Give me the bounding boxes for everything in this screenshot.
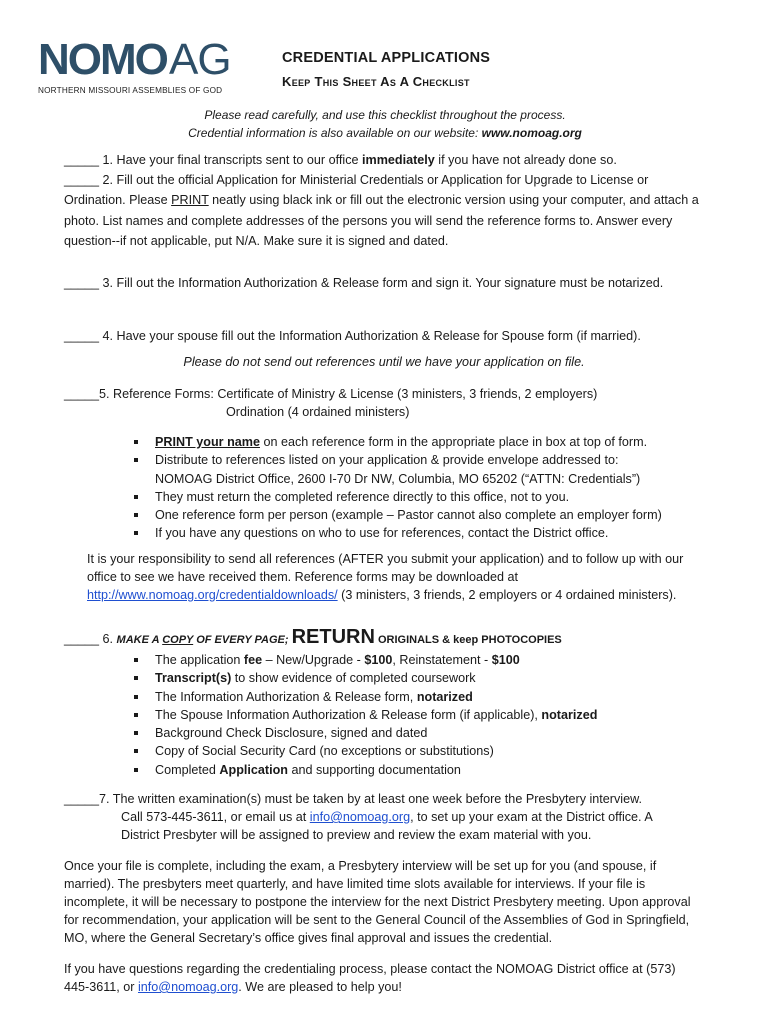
list-item: One reference form per person (example – Pastor cannot also complete an employer form): [131, 506, 711, 524]
checklist-item-4: _____ 4. Have your spouse fill out the Information Authorization & Release for Spouse form (if married).: [64, 329, 641, 343]
list-item: Distribute to references listed on your application & provide envelope addressed to: NOMOAG District Office, 2600 I-70 Dr NW, Columbia, MO 65202 (“ATTN: Credentials”): [131, 451, 711, 488]
item-5-ordination: Ordination (4 ordained ministers): [226, 405, 410, 419]
list-item: PRINT your name on each reference form in the appropriate place in box at top of form.: [131, 433, 711, 451]
checklist-item-3: _____ 3. Fill out the Information Authorization & Release form and sign it. Your signature must be notarized.: [64, 276, 664, 290]
blank-line: _____: [64, 153, 100, 167]
checklist-item-7: _____7. The written examination(s) must be taken by at least one week before the Presbytery interview. Call 573-445-3611, or email us at info@nomoag.org, to set up your exam at the District office. A District Presbyter will be assigned to preview and review the exam material with you.: [64, 792, 653, 842]
contact-paragraph: If you have questions regarding the credentialing process, please contact the NOMOAG District office at (573) 445-3611, or info@nomoag.org. We are pleased to help you!: [64, 962, 676, 994]
logo-subtitle: NORTHERN MISSOURI ASSEMBLIES OF GOD: [38, 86, 223, 95]
list-item: Background Check Disclosure, signed and dated: [131, 724, 711, 742]
blank-line: _____: [64, 792, 100, 806]
checklist-item-1: _____ 1. Have your final transcripts sent to our office immediately if you have not already done so.: [64, 153, 617, 167]
contact-email-link[interactable]: info@nomoag.org: [137, 980, 239, 994]
blank-line: _____: [64, 329, 100, 343]
logo-nomo: NOMO: [38, 35, 167, 84]
downloads-link[interactable]: http://www.nomoag.org/credentialdownloads/: [87, 588, 338, 602]
item-5-bullets: [131, 433, 711, 543]
page-subtitle: Keep This Sheet As A Checklist: [282, 74, 470, 89]
list-item: They must return the completed reference directly to this office, not to you.: [131, 488, 711, 506]
intro: [60, 106, 710, 142]
list-item: The Information Authorization & Release form, notarized: [131, 688, 711, 706]
page-title: CREDENTIAL APPLICATIONS: [282, 50, 491, 66]
blank-line: _____: [64, 276, 100, 290]
list-item: The Spouse Information Authorization & Release form (if applicable), notarized: [131, 706, 711, 724]
item-6-bullets: [131, 651, 711, 779]
closing-paragraph: Once your file is complete, including the exam, a Presbytery interview will be set up for you (and spouse, if married). The presbyters meet quarterly, and have limited time slots available for interviews. If your file is incomplete, it will be necessary to postpone the interview for the next District Presbytery meeting. Upon approval for recommendation, your application will be sent to the General Council of the Assemblies of God in Springfield, MO, where the General Secretary’s office gives final approval and issues the credential.: [64, 859, 691, 945]
blank-line: _____: [64, 173, 100, 187]
logo-wordmark: [38, 35, 243, 84]
logo-ag: AG: [169, 35, 231, 84]
list-item: If you have any questions on who to use for references, contact the District office.: [131, 524, 711, 542]
list-item: Completed Application and supporting documentation: [131, 761, 711, 779]
blank-line: _____: [64, 387, 100, 401]
list-item: Copy of Social Security Card (no exceptions or substitutions): [131, 742, 711, 760]
list-item: The application fee – New/Upgrade - $100, Reinstatement - $100: [131, 651, 711, 669]
intro-line-1: Please read carefully, and use this checklist throughout the process.: [204, 108, 566, 122]
email-link[interactable]: info@nomoag.org: [309, 810, 411, 824]
list-item: Transcript(s) to show evidence of completed coursework: [131, 669, 711, 687]
intro-line-2: Credential information is also available on our website: www.nomoag.org: [188, 126, 582, 140]
checklist-item-2: _____ 2. Fill out the official Application for Ministerial Credentials or Application for Upgrade to License or Ordination. Please PRINT neatly using black ink or fill out the electronic version using your computer, and attach a photo. List names and complete addresses of the persons you will send the reference forms to. Answer every question--if not applicable, put N/A. Make sure it is signed and dated.: [64, 173, 699, 248]
checklist-item-6: _____ 6. MAKE A COPY OF EVERY PAGE; RETURN ORIGINALS & keep PHOTOCOPIES: [64, 626, 562, 648]
website-text: www.nomoag.org: [481, 126, 582, 140]
logo: [38, 35, 243, 95]
item-4-note: Please do not send out references until we have your application on file.: [183, 355, 585, 369]
blank-line: _____: [64, 632, 100, 646]
item-5-paragraph: It is your responsibility to send all references (AFTER you submit your application) and to follow up with our office to see we have received them. Reference forms may be downloaded at http://www.nomoag.org/credentialdownloads/ (3 ministers, 3 friends, 2 employers or 4 ordained ministers).: [87, 552, 684, 602]
checklist-item-5: _____5. Reference Forms: Certificate of Ministry & License (3 ministers, 3 friends, 2 employers): [64, 387, 598, 401]
